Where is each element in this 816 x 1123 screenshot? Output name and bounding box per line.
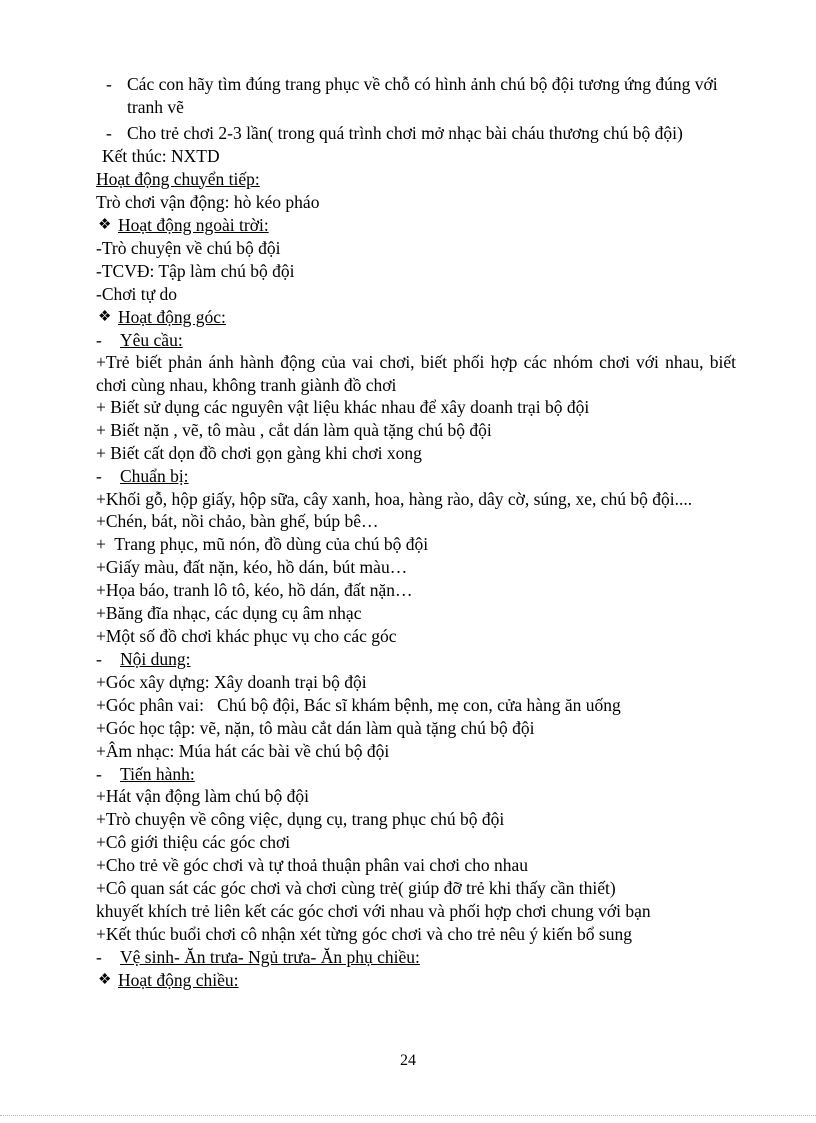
- text-line: + Biết cất dọn đồ chơi gọn gàng khi chơi xong: [96, 443, 422, 463]
- section-heading: Hoạt động chuyển tiếp:: [96, 168, 260, 189]
- text-line: +Góc học tập: vẽ, nặn, tô màu cắt dán làm quà tặng chú bộ đội: [96, 717, 535, 738]
- diamond-bullet-icon: ❖: [98, 971, 112, 988]
- text-line: + Biết sử dụng các nguyên vật liệu khác nhau để xây doanh trại bộ đội: [96, 397, 590, 417]
- text-line: -Chơi tự do: [96, 283, 177, 304]
- dash-marker: -: [106, 123, 112, 143]
- section-heading-row: [96, 969, 736, 992]
- page-bottom-divider: [0, 1115, 816, 1116]
- section-heading: Hoạt động ngoài trời:: [118, 214, 269, 235]
- text-line: +Trẻ biết phản ánh hành động của vai chơi, biết phối hợp các nhóm chơi với nhau, biết chơi cùng nhau, không tranh giành đồ chơi: [96, 352, 736, 395]
- text-line: +Kết thúc buổi chơi cô nhận xét từng góc chơi và cho trẻ nêu ý kiến bổ sung: [96, 924, 632, 944]
- text-line: +Góc phân vai: Chú bộ đội, Bác sĩ khám bệnh, mẹ con, cửa hàng ăn uống: [96, 694, 621, 715]
- text-line: -Trò chuyện về chú bộ đội: [96, 237, 281, 258]
- dash-marker: -: [96, 466, 102, 486]
- text-line: +Cô quan sát các góc chơi và chơi cùng trẻ( giúp đỡ trẻ khi thấy cần thiết): [96, 878, 616, 898]
- subsection-heading: Nội dung:: [120, 649, 191, 669]
- dash-marker: -: [96, 649, 102, 669]
- text-line: +Họa báo, tranh lô tô, kéo, hồ dán, đất nặn…: [96, 580, 413, 600]
- section-heading: Hoạt động góc:: [118, 306, 226, 327]
- subsection-heading: Yêu cầu:: [120, 329, 183, 350]
- text-line: Kết thúc: NXTD: [102, 145, 220, 166]
- subsection-heading-row: [96, 648, 736, 671]
- dash-marker: -: [106, 74, 112, 94]
- subsection-heading: Vệ sinh- Ăn trưa- Ngủ trưa- Ăn phụ chiều:: [120, 947, 420, 967]
- text-line: +Cho trẻ về góc chơi và tự thoả thuận phân vai chơi cho nhau: [96, 855, 528, 875]
- subsection-heading-row: [96, 465, 736, 488]
- text-line: + Biết nặn , vẽ, tô màu , cắt dán làm quà tặng chú bộ đội: [96, 420, 492, 440]
- page-content: [96, 73, 736, 992]
- diamond-bullet-icon: ❖: [98, 308, 112, 325]
- bullet-item: [96, 73, 739, 118]
- subsection-heading: Tiến hành:: [120, 763, 195, 784]
- subsection-heading-row: [96, 329, 736, 352]
- subsection-heading-row: [96, 763, 736, 786]
- subsection-heading: Chuẩn bị:: [120, 466, 189, 486]
- text-line: +Âm nhạc: Múa hát các bài về chú bộ đội: [96, 740, 390, 761]
- diamond-bullet-icon: ❖: [98, 216, 112, 233]
- section-heading: Hoạt động chiều:: [118, 969, 239, 990]
- text-line: + Trang phục, mũ nón, đồ dùng của chú bộ đội: [96, 534, 429, 554]
- text-line: +Giấy màu, đất nặn, kéo, hồ dán, bút màu…: [96, 557, 408, 577]
- bullet-item: [96, 122, 736, 145]
- text-line: +Trò chuyện về công việc, dụng cụ, trang phục chú bộ đội: [96, 809, 505, 829]
- page-number: 24: [400, 1052, 416, 1069]
- text-line: +Chén, bát, nồi chảo, bàn ghế, búp bê…: [96, 511, 379, 531]
- text-line: khuyết khích trẻ liên kết các góc chơi với nhau và phối hợp chơi chung với bạn: [96, 901, 651, 921]
- dash-marker: -: [96, 763, 102, 784]
- text-line: +Khối gỗ, hộp giấy, hộp sữa, cây xanh, hoa, hàng rào, dây cờ, súng, xe, chú bộ đội....: [96, 488, 693, 509]
- text-line: +Băng đĩa nhạc, các dụng cụ âm nhạc: [96, 603, 362, 623]
- text-line: Các con hãy tìm đúng trang phục về chỗ có hình ảnh chú bộ đội tương ứng đúng với tranh vẽ: [127, 74, 718, 117]
- dash-marker: -: [96, 947, 102, 967]
- text-line: Cho trẻ chơi 2-3 lần( trong quá trình chơi mở nhạc bài cháu thương chú bộ đội): [127, 123, 683, 143]
- subsection-heading-row: [96, 946, 736, 969]
- text-line: -TCVĐ: Tập làm chú bộ đội: [96, 260, 295, 281]
- section-heading-row: [96, 306, 736, 329]
- text-line: +Hát vận động làm chú bộ đội: [96, 786, 310, 806]
- text-line: +Một số đồ chơi khác phục vụ cho các góc: [96, 626, 397, 646]
- text-line: +Góc xây dựng: Xây doanh trại bộ đội: [96, 671, 367, 692]
- dash-marker: -: [96, 329, 102, 350]
- text-line: +Cô giới thiệu các góc chơi: [96, 832, 291, 852]
- text-line: Trò chơi vận động: hò kéo pháo: [96, 191, 320, 212]
- section-heading-row: [96, 214, 736, 237]
